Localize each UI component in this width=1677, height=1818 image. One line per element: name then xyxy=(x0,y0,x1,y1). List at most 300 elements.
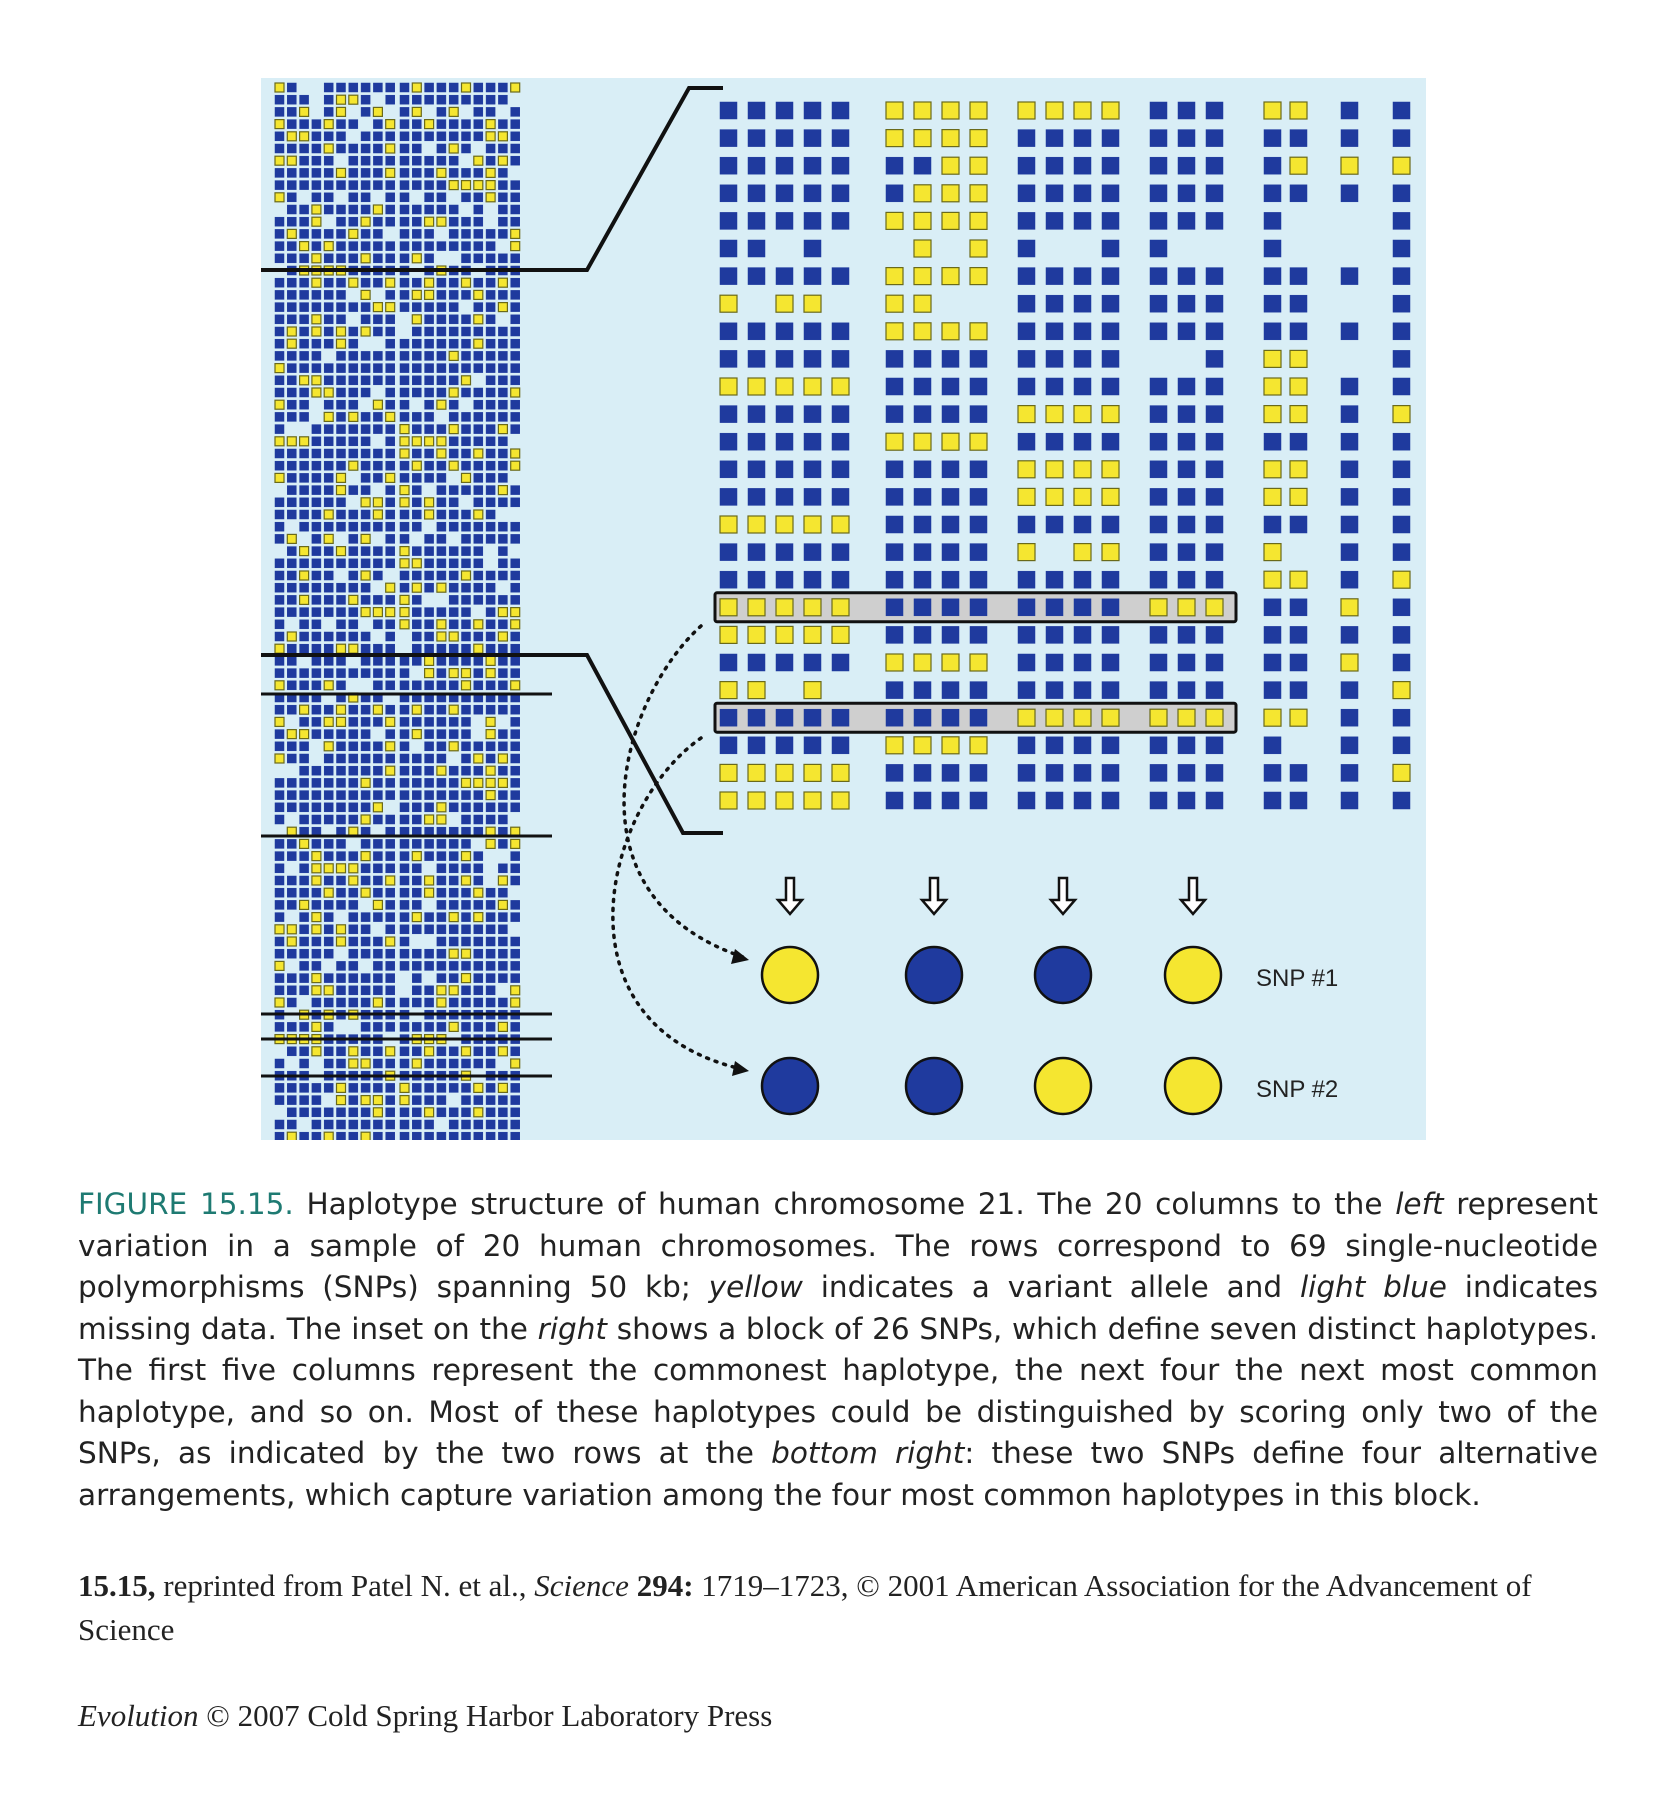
haplotype-cell xyxy=(1150,240,1167,257)
allele-cell xyxy=(462,839,471,848)
haplotype-cell xyxy=(970,709,987,726)
allele-cell xyxy=(400,486,409,495)
allele-cell xyxy=(373,974,382,983)
allele-cell xyxy=(386,778,395,787)
haplotype-cell xyxy=(804,571,821,588)
allele-cell xyxy=(474,705,483,714)
allele-cell xyxy=(300,1132,309,1140)
allele-cell xyxy=(511,193,520,202)
haplotype-cell xyxy=(970,737,987,754)
allele-cell xyxy=(498,620,507,629)
allele-cell xyxy=(412,1059,421,1068)
allele-cell xyxy=(337,425,346,434)
allele-cell xyxy=(449,766,458,775)
allele-cell xyxy=(373,1022,382,1031)
haplotype-cell xyxy=(1206,212,1223,229)
allele-cell xyxy=(511,327,520,336)
allele-cell xyxy=(486,998,495,1007)
allele-cell xyxy=(462,510,471,519)
allele-cell xyxy=(474,1108,483,1117)
allele-cell xyxy=(300,730,309,739)
allele-cell xyxy=(449,400,458,409)
allele-cell xyxy=(498,815,507,824)
snp-allele-circle xyxy=(762,947,818,1003)
haplotype-cell xyxy=(1046,157,1063,174)
allele-cell xyxy=(425,961,434,970)
haplotype-cell xyxy=(1046,323,1063,340)
allele-cell xyxy=(361,449,370,458)
allele-cell xyxy=(386,156,395,165)
allele-cell xyxy=(474,303,483,312)
allele-cell xyxy=(324,766,333,775)
haplotype-cell xyxy=(1341,764,1358,781)
allele-cell xyxy=(337,742,346,751)
allele-cell xyxy=(324,547,333,556)
allele-cell xyxy=(275,156,284,165)
allele-cell xyxy=(324,644,333,653)
down-arrow-icon xyxy=(1181,878,1205,914)
allele-cell xyxy=(324,437,333,446)
haplotype-cell xyxy=(748,488,765,505)
allele-cell xyxy=(498,400,507,409)
haplotype-cell xyxy=(832,461,849,478)
allele-cell xyxy=(361,1083,370,1092)
allele-cell xyxy=(312,278,321,287)
allele-cell xyxy=(275,1059,284,1068)
haplotype-cell xyxy=(776,406,793,423)
haplotype-cell xyxy=(942,157,959,174)
haplotype-cell xyxy=(914,626,931,643)
allele-cell xyxy=(324,339,333,348)
haplotype-cell xyxy=(832,378,849,395)
haplotype-cell xyxy=(1393,378,1410,395)
allele-cell xyxy=(324,1132,333,1140)
allele-cell xyxy=(275,242,284,251)
haplotype-cell xyxy=(1393,571,1410,588)
haplotype-cell xyxy=(1264,185,1281,202)
haplotype-cell xyxy=(720,764,737,781)
haplotype-cell xyxy=(1102,323,1119,340)
allele-cell xyxy=(275,461,284,470)
allele-cell xyxy=(287,608,296,617)
allele-cell xyxy=(462,961,471,970)
allele-cell xyxy=(386,278,395,287)
allele-cell xyxy=(400,925,409,934)
haplotype-cell xyxy=(1264,764,1281,781)
allele-cell xyxy=(437,730,446,739)
allele-cell xyxy=(373,815,382,824)
allele-cell xyxy=(425,949,434,958)
allele-cell xyxy=(349,303,358,312)
allele-cell xyxy=(437,437,446,446)
allele-cell xyxy=(400,669,409,678)
allele-cell xyxy=(486,620,495,629)
allele-cell xyxy=(486,144,495,153)
haplotype-cell xyxy=(1206,130,1223,147)
allele-cell xyxy=(287,681,296,690)
allele-cell xyxy=(361,730,370,739)
allele-cell xyxy=(312,376,321,385)
allele-cell xyxy=(287,974,296,983)
allele-cell xyxy=(498,1022,507,1031)
allele-cell xyxy=(324,864,333,873)
haplotype-cell xyxy=(1102,654,1119,671)
haplotype-cell xyxy=(914,212,931,229)
haplotype-cell xyxy=(1046,130,1063,147)
allele-cell xyxy=(312,351,321,360)
haplotype-cell xyxy=(942,461,959,478)
allele-cell xyxy=(386,132,395,141)
allele-cell xyxy=(498,1083,507,1092)
haplotype-cell xyxy=(776,433,793,450)
allele-cell xyxy=(412,925,421,934)
allele-cell xyxy=(486,1083,495,1092)
allele-cell xyxy=(324,852,333,861)
allele-cell xyxy=(275,961,284,970)
haplotype-cell xyxy=(886,516,903,533)
allele-cell xyxy=(287,193,296,202)
haplotype-cell xyxy=(886,406,903,423)
allele-cell xyxy=(361,205,370,214)
haplotype-cell xyxy=(914,682,931,699)
allele-cell xyxy=(425,181,434,190)
haplotype-cell xyxy=(748,350,765,367)
allele-cell xyxy=(386,510,395,519)
allele-cell xyxy=(437,1096,446,1105)
allele-cell xyxy=(462,608,471,617)
haplotype-cell xyxy=(942,571,959,588)
allele-cell xyxy=(425,913,434,922)
allele-cell xyxy=(287,156,296,165)
allele-cell xyxy=(486,913,495,922)
allele-cell xyxy=(425,425,434,434)
allele-cell xyxy=(462,595,471,604)
allele-cell xyxy=(324,913,333,922)
allele-cell xyxy=(449,791,458,800)
allele-cell xyxy=(324,498,333,507)
haplotype-cell xyxy=(1046,350,1063,367)
allele-cell xyxy=(462,364,471,373)
allele-cell xyxy=(386,705,395,714)
haplotype-cell xyxy=(970,212,987,229)
allele-cell xyxy=(474,1022,483,1031)
allele-cell xyxy=(412,425,421,434)
allele-cell xyxy=(324,986,333,995)
haplotype-cell xyxy=(776,130,793,147)
allele-cell xyxy=(486,583,495,592)
allele-cell xyxy=(449,595,458,604)
allele-cell xyxy=(337,168,346,177)
allele-cell xyxy=(425,1108,434,1117)
allele-cell xyxy=(324,132,333,141)
haplotype-cell xyxy=(748,626,765,643)
allele-cell xyxy=(361,193,370,202)
allele-cell xyxy=(361,1022,370,1031)
allele-cell xyxy=(425,193,434,202)
allele-cell xyxy=(373,705,382,714)
allele-cell xyxy=(287,205,296,214)
allele-cell xyxy=(300,1022,309,1031)
allele-cell xyxy=(300,95,309,104)
allele-cell xyxy=(437,949,446,958)
allele-cell xyxy=(287,1132,296,1140)
allele-cell xyxy=(361,803,370,812)
allele-cell xyxy=(474,986,483,995)
allele-cell xyxy=(498,351,507,360)
haplotype-cell xyxy=(1102,792,1119,809)
allele-cell xyxy=(337,925,346,934)
allele-cell xyxy=(449,107,458,116)
allele-cell xyxy=(349,669,358,678)
allele-cell xyxy=(373,510,382,519)
allele-cell xyxy=(373,717,382,726)
haplotype-cell xyxy=(1264,792,1281,809)
haplotype-cell xyxy=(1206,571,1223,588)
allele-cell xyxy=(449,681,458,690)
allele-cell xyxy=(287,986,296,995)
allele-cell xyxy=(400,595,409,604)
haplotype-cell xyxy=(1178,212,1195,229)
allele-cell xyxy=(287,339,296,348)
haplotype-cell xyxy=(914,378,931,395)
allele-cell xyxy=(511,278,520,287)
haplotype-cell xyxy=(1206,654,1223,671)
allele-cell xyxy=(349,595,358,604)
haplotype-cell xyxy=(1341,737,1358,754)
allele-cell xyxy=(275,864,284,873)
allele-cell xyxy=(400,120,409,129)
allele-cell xyxy=(425,681,434,690)
allele-cell xyxy=(349,559,358,568)
allele-cell xyxy=(287,449,296,458)
allele-cell xyxy=(474,156,483,165)
allele-cell xyxy=(511,83,520,92)
allele-cell xyxy=(300,583,309,592)
allele-cell xyxy=(498,364,507,373)
haplotype-cell xyxy=(804,102,821,119)
allele-cell xyxy=(287,510,296,519)
haplotype-cell xyxy=(970,130,987,147)
haplotype-cell xyxy=(1046,737,1063,754)
allele-cell xyxy=(349,608,358,617)
haplotype-cell xyxy=(1178,461,1195,478)
haplotype-cell xyxy=(1074,488,1091,505)
allele-cell xyxy=(337,937,346,946)
haplotype-cell xyxy=(1341,102,1358,119)
allele-cell xyxy=(462,132,471,141)
allele-cell xyxy=(412,254,421,263)
allele-cell xyxy=(361,766,370,775)
haplotype-cell xyxy=(1018,571,1035,588)
allele-cell xyxy=(337,473,346,482)
haplotype-cell xyxy=(720,488,737,505)
allele-cell xyxy=(300,303,309,312)
allele-cell xyxy=(312,242,321,251)
allele-cell xyxy=(373,754,382,763)
allele-cell xyxy=(498,705,507,714)
haplotype-cell xyxy=(1150,185,1167,202)
allele-cell xyxy=(312,778,321,787)
haplotype-cell xyxy=(1102,709,1119,726)
allele-cell xyxy=(425,498,434,507)
allele-cell xyxy=(349,852,358,861)
allele-cell xyxy=(287,730,296,739)
allele-cell xyxy=(449,95,458,104)
haplotype-cell xyxy=(804,378,821,395)
haplotype-cell xyxy=(832,433,849,450)
allele-cell xyxy=(474,327,483,336)
allele-cell xyxy=(486,937,495,946)
allele-cell xyxy=(425,339,434,348)
allele-cell xyxy=(324,364,333,373)
allele-cell xyxy=(486,498,495,507)
haplotype-figure xyxy=(261,78,1426,1140)
allele-cell xyxy=(312,681,321,690)
allele-cell xyxy=(361,242,370,251)
haplotype-cell xyxy=(1290,682,1307,699)
allele-cell xyxy=(324,815,333,824)
allele-cell xyxy=(400,876,409,885)
allele-cell xyxy=(400,364,409,373)
down-arrow-icon xyxy=(778,878,802,914)
allele-cell xyxy=(373,400,382,409)
allele-cell xyxy=(511,412,520,421)
haplotype-cell xyxy=(1046,212,1063,229)
haplotype-cell xyxy=(1178,433,1195,450)
haplotype-cell xyxy=(776,157,793,174)
allele-cell xyxy=(400,132,409,141)
allele-cell xyxy=(425,376,434,385)
allele-cell xyxy=(361,303,370,312)
allele-cell xyxy=(312,949,321,958)
haplotype-cell xyxy=(942,792,959,809)
allele-cell xyxy=(361,437,370,446)
allele-cell xyxy=(498,498,507,507)
allele-cell xyxy=(349,778,358,787)
allele-cell xyxy=(386,974,395,983)
allele-cell xyxy=(511,632,520,641)
allele-cell xyxy=(498,681,507,690)
allele-cell xyxy=(337,1096,346,1105)
allele-cell xyxy=(412,437,421,446)
allele-cell xyxy=(400,778,409,787)
allele-cell xyxy=(312,644,321,653)
allele-cell xyxy=(373,669,382,678)
allele-cell xyxy=(386,1022,395,1031)
allele-cell xyxy=(511,876,520,885)
allele-cell xyxy=(400,900,409,909)
haplotype-cell xyxy=(1290,185,1307,202)
allele-cell xyxy=(425,1132,434,1140)
allele-cell xyxy=(287,656,296,665)
haplotype-cell xyxy=(1150,709,1167,726)
allele-cell xyxy=(486,656,495,665)
allele-cell xyxy=(425,925,434,934)
allele-cell xyxy=(312,608,321,617)
allele-cell xyxy=(474,351,483,360)
allele-cell xyxy=(300,1083,309,1092)
allele-cell xyxy=(287,1120,296,1129)
allele-cell xyxy=(412,1108,421,1117)
allele-cell xyxy=(462,766,471,775)
allele-cell xyxy=(449,364,458,373)
allele-cell xyxy=(361,1059,370,1068)
allele-cell xyxy=(373,778,382,787)
allele-cell xyxy=(337,1083,346,1092)
allele-cell xyxy=(337,632,346,641)
allele-cell xyxy=(300,327,309,336)
haplotype-cell xyxy=(776,323,793,340)
credit-text-2: 1719–1723, © 2001 American Association for the Advancement of Science xyxy=(78,1568,1532,1647)
allele-cell xyxy=(373,913,382,922)
allele-cell xyxy=(287,95,296,104)
haplotype-cell xyxy=(1046,709,1063,726)
haplotype-cell xyxy=(776,764,793,781)
allele-cell xyxy=(300,376,309,385)
allele-cell xyxy=(349,193,358,202)
allele-cell xyxy=(498,791,507,800)
allele-cell xyxy=(300,205,309,214)
allele-cell xyxy=(462,1120,471,1129)
haplotype-cell xyxy=(720,212,737,229)
allele-cell xyxy=(486,595,495,604)
allele-cell xyxy=(486,791,495,800)
allele-cell xyxy=(498,132,507,141)
haplotype-cell xyxy=(1102,157,1119,174)
snp2-pointer-arrowhead xyxy=(732,1061,749,1076)
allele-cell xyxy=(486,425,495,434)
allele-cell xyxy=(425,815,434,824)
allele-cell xyxy=(275,1120,284,1129)
haplotype-cell xyxy=(1178,764,1195,781)
allele-cell xyxy=(412,547,421,556)
haplotype-cell xyxy=(970,350,987,367)
allele-cell xyxy=(449,839,458,848)
snp-allele-circle xyxy=(762,1058,818,1114)
allele-cell xyxy=(386,242,395,251)
allele-cell xyxy=(373,303,382,312)
haplotype-cell xyxy=(1264,709,1281,726)
allele-cell xyxy=(449,632,458,641)
snp1-pointer-arrowhead xyxy=(731,949,749,964)
allele-cell xyxy=(511,559,520,568)
haplotype-cell xyxy=(942,212,959,229)
haplotype-cell xyxy=(942,764,959,781)
allele-cell xyxy=(511,1047,520,1056)
haplotype-cell xyxy=(804,599,821,616)
allele-cell xyxy=(312,656,321,665)
allele-cell xyxy=(324,656,333,665)
allele-cell xyxy=(349,254,358,263)
allele-cell xyxy=(324,1108,333,1117)
haplotype-cell xyxy=(1393,764,1410,781)
allele-cell xyxy=(300,766,309,775)
allele-cell xyxy=(412,522,421,531)
allele-cell xyxy=(275,754,284,763)
allele-cell xyxy=(300,400,309,409)
allele-cell xyxy=(287,242,296,251)
allele-cell xyxy=(498,339,507,348)
allele-cell xyxy=(373,900,382,909)
haplotype-cell xyxy=(1178,709,1195,726)
allele-cell xyxy=(349,1059,358,1068)
allele-cell xyxy=(386,583,395,592)
allele-cell xyxy=(498,437,507,446)
haplotype-cell xyxy=(1046,268,1063,285)
haplotype-cell xyxy=(832,323,849,340)
allele-cell xyxy=(361,473,370,482)
allele-cell xyxy=(275,839,284,848)
